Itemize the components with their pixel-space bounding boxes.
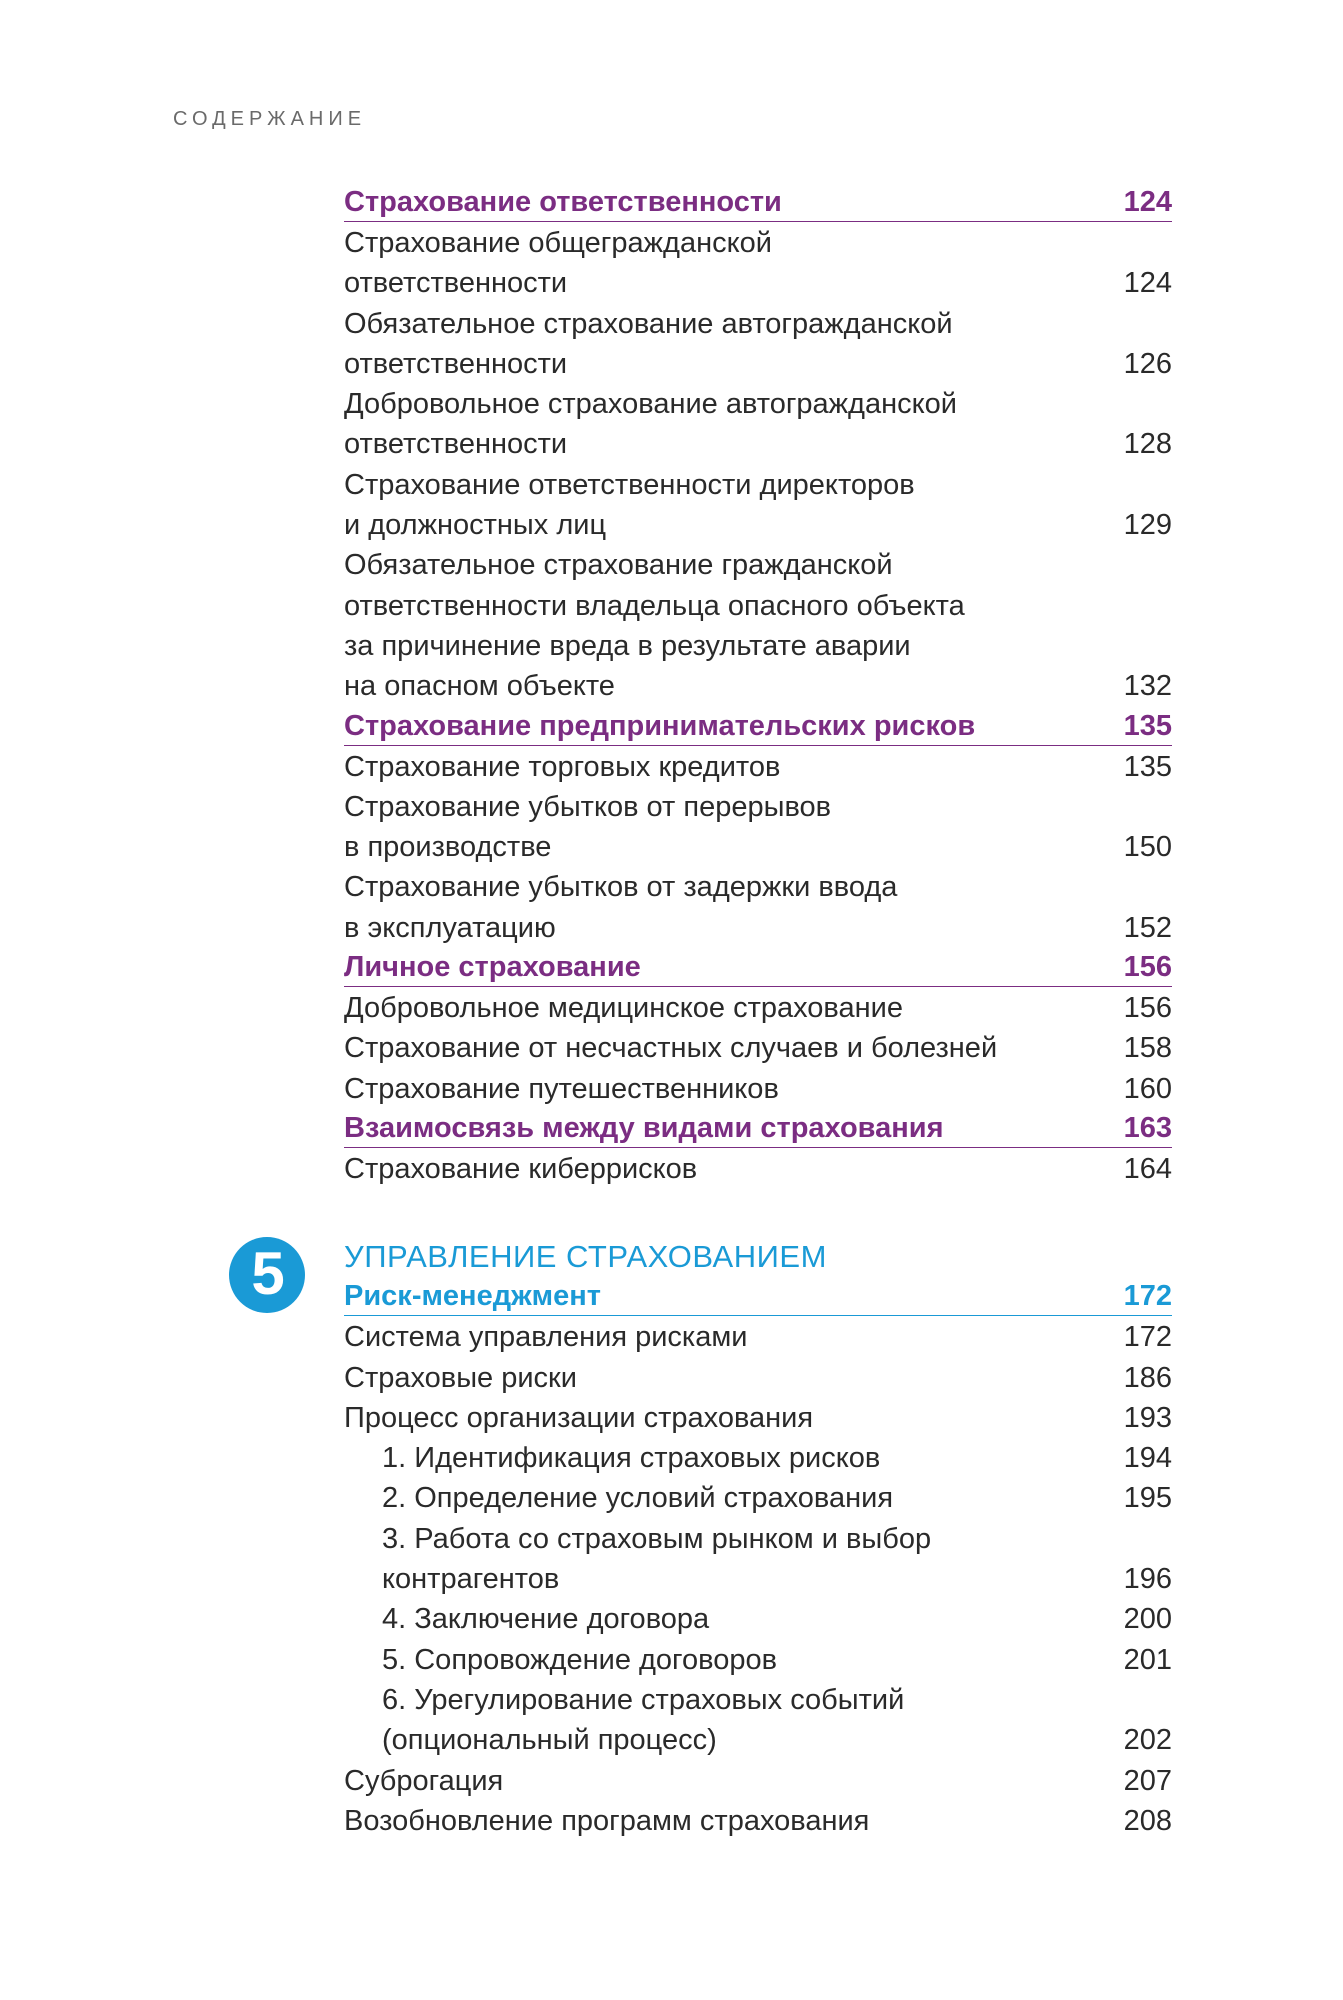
toc-subentry[interactable]: 6. Урегулирование страховых событий (опциональный процесс) 202 <box>382 1683 1172 1757</box>
toc-entry[interactable]: Страхование путешественников 160 <box>344 1072 1172 1105</box>
toc-entry[interactable]: Страхование убытков от перерывов в производстве 150 <box>344 790 1172 864</box>
chapter-number-badge <box>228 1236 306 1314</box>
toc-subentry[interactable]: 5. Сопровождение договоров 201 <box>382 1643 1172 1676</box>
toc-subentry[interactable]: 1. Идентификация страховых рисков 194 <box>382 1442 1172 1475</box>
toc-section[interactable]: Личное страхование 156 <box>344 948 1172 987</box>
toc-entry[interactable]: Система управления рисками 172 <box>344 1321 1172 1354</box>
table-of-contents <box>344 183 1172 1841</box>
toc-section[interactable]: Риск-менеджмент 172 <box>344 1277 1172 1316</box>
toc-entry[interactable]: Страхование торговых кредитов 135 <box>344 750 1172 783</box>
toc-entry[interactable]: Обязательное страхование автогражданской ответственности 126 <box>344 307 1172 380</box>
toc-entry[interactable]: Суброгация 207 <box>344 1764 1172 1797</box>
toc-section[interactable]: Страхование предпринимательских рисков 135 <box>344 707 1172 746</box>
toc-entry[interactable]: Процесс организации страхования 193 <box>344 1401 1172 1434</box>
toc-entry[interactable]: Добровольное медицинское страхование 156 <box>344 992 1172 1025</box>
toc-entry[interactable]: Обязательное страхование гражданской ответственности владельца опасного объекта за причинение вреда в результате аварии на опасном объекте 132 <box>344 549 1172 703</box>
toc-section[interactable]: Страхование ответственности 124 <box>344 183 1172 222</box>
toc-entry[interactable]: Страхование общегражданской ответственности 124 <box>344 227 1172 300</box>
toc-entry[interactable]: Добровольное страхование автогражданской ответственности 128 <box>344 388 1172 461</box>
toc-entry[interactable]: Страхование от несчастных случаев и болезней 158 <box>344 1032 1172 1065</box>
toc-subentry[interactable]: 3. Работа со страховым рынком и выбор контрагентов 196 <box>382 1522 1172 1596</box>
chapter-number: 5 <box>251 1240 285 1307</box>
toc-section[interactable]: Взаимосвязь между видами страхования 163 <box>344 1109 1172 1148</box>
toc-entry[interactable]: Страхование убытков от задержки ввода в эксплуатацию 152 <box>344 871 1172 944</box>
toc-entry[interactable]: Страховые риски 186 <box>344 1361 1172 1394</box>
toc-subentry[interactable]: 4. Заключение договора 200 <box>382 1603 1172 1636</box>
chapter-title[interactable]: УПРАВЛЕНИЕ СТРАХОВАНИЕМ <box>344 1239 827 1275</box>
running-head: СОДЕРЖАНИЕ <box>173 108 367 130</box>
toc-entry[interactable]: Страхование ответственности директоров и должностных лиц 129 <box>344 468 1172 542</box>
toc-entry[interactable]: Возобновление программ страхования 208 <box>344 1804 1172 1837</box>
toc-entry[interactable]: Страхование киберрисков 164 <box>344 1152 1172 1185</box>
toc-subentry[interactable]: 2. Определение условий страхования 195 <box>382 1482 1172 1515</box>
